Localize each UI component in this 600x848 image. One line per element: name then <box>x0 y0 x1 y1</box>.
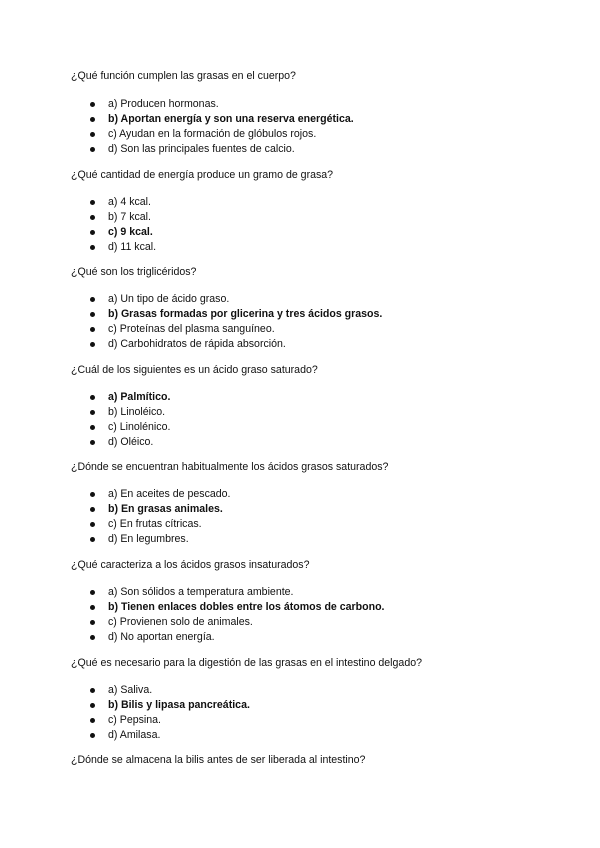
bullet-icon <box>90 312 95 317</box>
bullet-icon <box>90 230 95 235</box>
question-7: ¿Qué es necesario para la digestión de las grasas en el intestino delgado? <box>71 657 422 669</box>
bullet-icon <box>90 342 95 347</box>
question-6: ¿Qué caracteriza a los ácidos grasos insaturados? <box>71 559 310 571</box>
question-1: ¿Qué función cumplen las grasas en el cuerpo? <box>71 70 296 82</box>
bullet-icon <box>90 507 95 512</box>
bullet-icon <box>90 688 95 693</box>
question-5: ¿Dónde se encuentran habitualmente los ácidos grasos saturados? <box>71 461 389 473</box>
bullet-icon <box>90 327 95 332</box>
bullet-icon <box>90 410 95 415</box>
bullet-icon <box>90 102 95 107</box>
bullet-icon <box>90 492 95 497</box>
bullet-icon <box>90 147 95 152</box>
bullet-icon <box>90 395 95 400</box>
bullet-icon <box>90 703 95 708</box>
bullet-icon <box>90 200 95 205</box>
bullet-icon <box>90 132 95 137</box>
bullet-icon <box>90 718 95 723</box>
document-page: ¿Qué función cumplen las grasas en el cuerpo? a) Producen hormonas. b) Aportan energía y son una reserva energética. c) Ayudan en la formación de glóbulos rojos. d) Son las principales fuentes de calcio. ¿Qué cantidad de energía produce un gramo de grasa? a) 4 kcal. b) 7 kcal. c) 9 kcal. d) 11 kcal. ¿Qué son los triglicéridos? a) Un tipo de ácido graso. b) Grasas formadas por glicerina y tres ácidos grasos. c) Proteínas del plasma sanguíneo. d) Carbohidratos de rápida absorción. ¿Cuál de los siguientes es un ácido graso saturado? a) Palmítico. b) Linoléico. c) Linolénico. d) Oléico. ¿Dónde se encuentran habitualmente los ácidos grasos saturados? a) En aceites de pescado. b) En grasas animales. c) En frutas cítricas. d) En legumbres. ¿Qué caracteriza a los ácidos grasos insaturados? a) Son sólidos a temperatura ambiente. b) Tienen enlaces dobles entre los átomos de carbono. c) Provienen solo de animales. d) No aportan energía. ¿Qué es necesario para la digestión de las grasas en el intestino delgado? a) Saliva. b) Bilis y lipasa pancreática. c) Pepsina. d) Amilasa. ¿Dónde se almacena la bilis antes de ser liberada al intestino? <box>71 70 422 766</box>
bullet-icon <box>90 522 95 527</box>
bullet-icon <box>90 425 95 430</box>
bullet-icon <box>90 635 95 640</box>
bullet-icon <box>90 620 95 625</box>
bullet-icon <box>90 215 95 220</box>
bullet-icon <box>90 245 95 250</box>
bullet-icon <box>90 297 95 302</box>
bullet-icon <box>90 117 95 122</box>
question-2: ¿Qué cantidad de energía produce un gramo de grasa? <box>71 169 334 181</box>
question-8: ¿Dónde se almacena la bilis antes de ser liberada al intestino? <box>71 754 366 766</box>
question-3: ¿Qué son los triglicéridos? <box>71 266 197 278</box>
bullet-icon <box>90 590 95 595</box>
bullet-icon <box>90 733 95 738</box>
bullet-icon <box>90 537 95 542</box>
bullet-icon <box>90 605 95 610</box>
question-4: ¿Cuál de los siguientes es un ácido graso saturado? <box>71 364 318 376</box>
bullet-icon <box>90 440 95 445</box>
